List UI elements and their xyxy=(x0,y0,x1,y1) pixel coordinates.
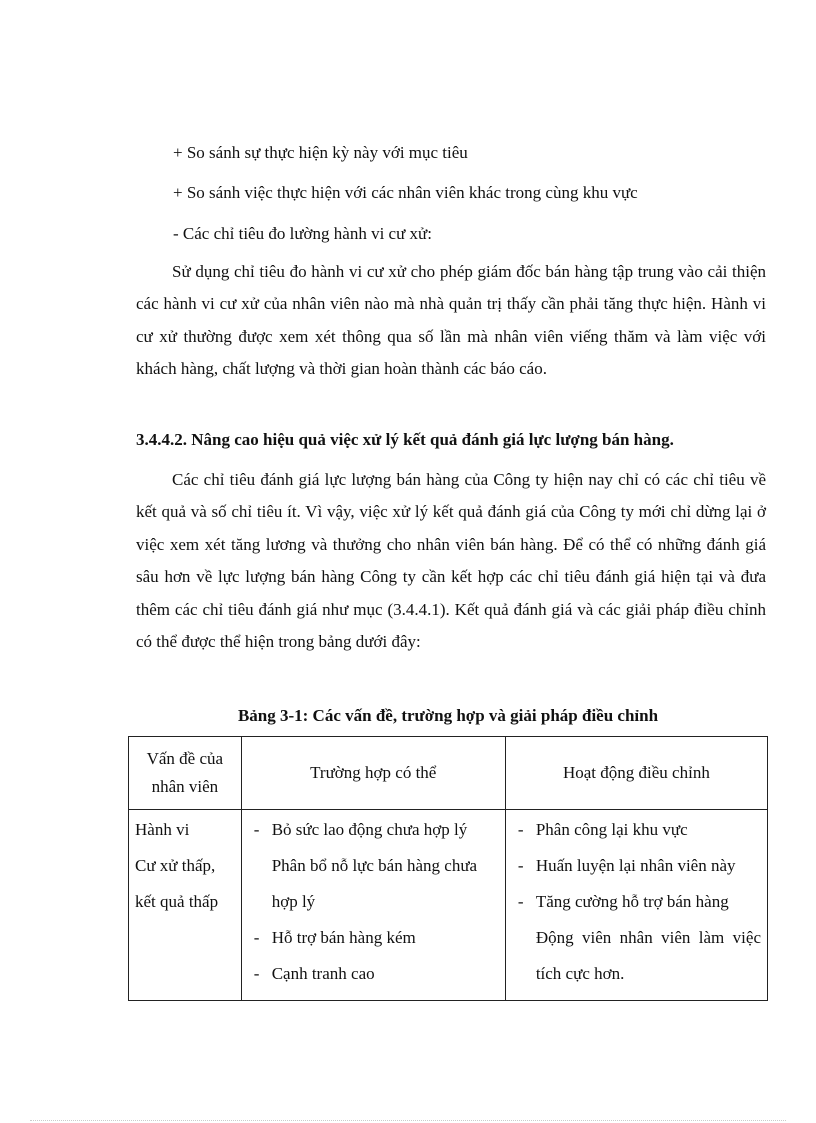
adjustment-table xyxy=(128,736,768,1001)
list-item: - Tăng cường hỗ trợ bán hàng xyxy=(517,892,729,911)
section-heading: 3.4.4.2. Nâng cao hiệu quả việc xử lý kết quả đánh giá lực lượng bán hàng. xyxy=(136,430,674,449)
evaluation-paragraph xyxy=(136,464,766,658)
table-header-row xyxy=(129,737,768,810)
list-item: - Phân công lại khu vực xyxy=(517,820,688,839)
table-row xyxy=(129,810,768,1001)
compare-target-line: + So sánh sự thực hiện kỳ này với mục tiêu xyxy=(173,143,468,162)
evaluation-paragraph-text: Các chỉ tiêu đánh giá lực lượng bán hàng của Công ty hiện nay chỉ có các chỉ tiêu về kết quả và số chỉ tiêu ít. Vì vậy, việc xử lý kết quả đánh giá của Công ty mới chỉ dừng lại ở việc xem xét tăng lương và thưởng cho nhân viên bán hàng. Để có thể có những đánh giá sâu hơn về lực lượng bán hàng Công ty cần kết hợp các chỉ tiêu đánh giá hiện tại và đưa thêm các chỉ tiêu đánh giá như mục (3.4.4.1). Kết quả đánh giá và các giải pháp điều chỉnh có thể được thể hiện trong bảng dưới đây: xyxy=(136,470,766,652)
list-item: Phân bổ nỗ lực bán hàng chưa hợp lý xyxy=(271,856,478,911)
list-item: - Hỗ trợ bán hàng kém xyxy=(253,928,416,947)
header-actions: Hoạt động điều chỉnh xyxy=(505,737,767,810)
list-item: Động viên nhân viên làm việc tích cực hơn. xyxy=(535,928,761,983)
problem-line: Cư xử thấp, kết quả thấp xyxy=(135,856,219,911)
problem-line: Hành vi xyxy=(135,820,190,839)
header-cases: Trường hợp có thể xyxy=(241,737,505,810)
list-item: - Cạnh tranh cao xyxy=(253,964,375,983)
page-bottom-divider xyxy=(30,1120,786,1121)
list-item: - Bỏ sức lao động chưa hợp lý xyxy=(253,820,468,839)
list-item: - Huấn luyện lại nhân viên này xyxy=(517,856,736,875)
problem-cell xyxy=(129,810,242,1001)
cases-cell xyxy=(241,810,505,1001)
behavior-paragraph-text: Sử dụng chỉ tiêu đo hành vi cư xử cho phép giám đốc bán hàng tập trung vào cải thiện các hành vi cư xử của nhân viên nào mà nhà quản trị thấy cần phải tăng thực hiện. Hành vi cư xử thường được xem xét thông qua số lần mà nhân viên viếng thăm và làm việc với khách hàng, chất lượng và thời gian hoàn thành các báo cáo. xyxy=(136,262,766,379)
compare-staff-line: + So sánh việc thực hiện với các nhân viên khác trong cùng khu vực xyxy=(173,183,638,202)
behavior-criteria-line: - Các chỉ tiêu đo lường hành vi cư xử: xyxy=(173,224,432,243)
table-caption: Bảng 3-1: Các vấn đề, trường hợp và giải pháp điều chỉnh xyxy=(237,706,659,725)
behavior-paragraph xyxy=(136,256,766,386)
header-problem: Vấn đề của nhân viên xyxy=(129,737,242,810)
actions-cell xyxy=(505,810,767,1001)
